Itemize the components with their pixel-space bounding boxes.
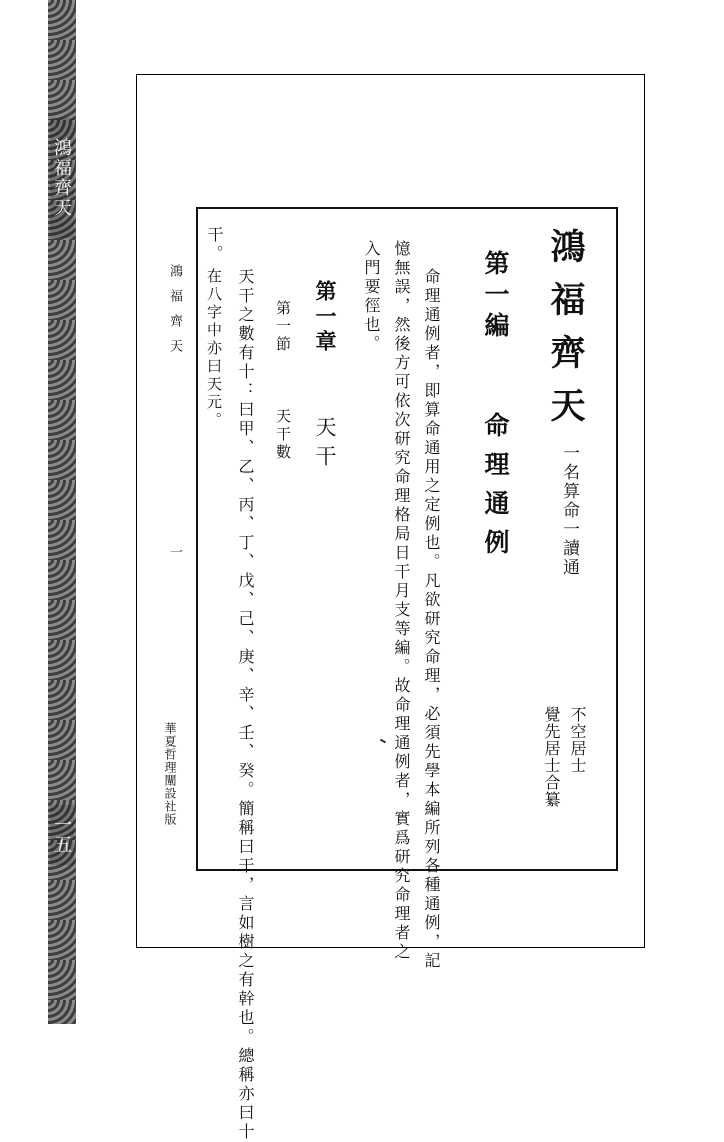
part-label: 第一編	[481, 250, 510, 343]
section-line-2: 干。	[205, 226, 224, 264]
author-line-1: 不空居士	[568, 706, 587, 774]
intro-line-1: 命理通例者，即算命通用之定例也。凡欲研究命理，必須先學本編所列各種通例，記	[422, 268, 441, 971]
sidebar-title: 鴻福齊天	[50, 118, 74, 238]
publisher-imprint: 華夏哲理闡設社版	[163, 722, 177, 826]
intro-line-2: 憶無誤，然後方可依次研究命理格局日干月支等編。故命理通例者，實爲研究命理者之	[392, 240, 411, 962]
author-line-2: 覺先居士合纂	[542, 706, 561, 808]
book-title: 鴻福齊天	[545, 228, 586, 440]
chapter-label: 第一章	[313, 280, 338, 355]
leaf-number: 一	[167, 545, 182, 558]
section-line-3: 在八字中亦曰天元。	[205, 268, 223, 430]
part-title: 命理通例	[481, 412, 510, 568]
intro-line-3: 入門要徑也。	[362, 240, 381, 354]
section-title: 天干數	[274, 408, 292, 462]
sidebar-page-number: 一五	[50, 805, 74, 865]
running-title: 鴻福齊天	[167, 264, 182, 364]
section-line-1: 天干之數有十：曰甲、乙、丙、丁、戊、己、庚、辛、壬、癸。簡稱曰干，言如樹之有幹也。總稱亦曰十	[236, 268, 255, 1142]
section-label: 第一節	[274, 300, 292, 354]
book-subtitle: 一名算命一讀通	[559, 444, 579, 577]
chapter-title: 天干	[313, 416, 337, 474]
